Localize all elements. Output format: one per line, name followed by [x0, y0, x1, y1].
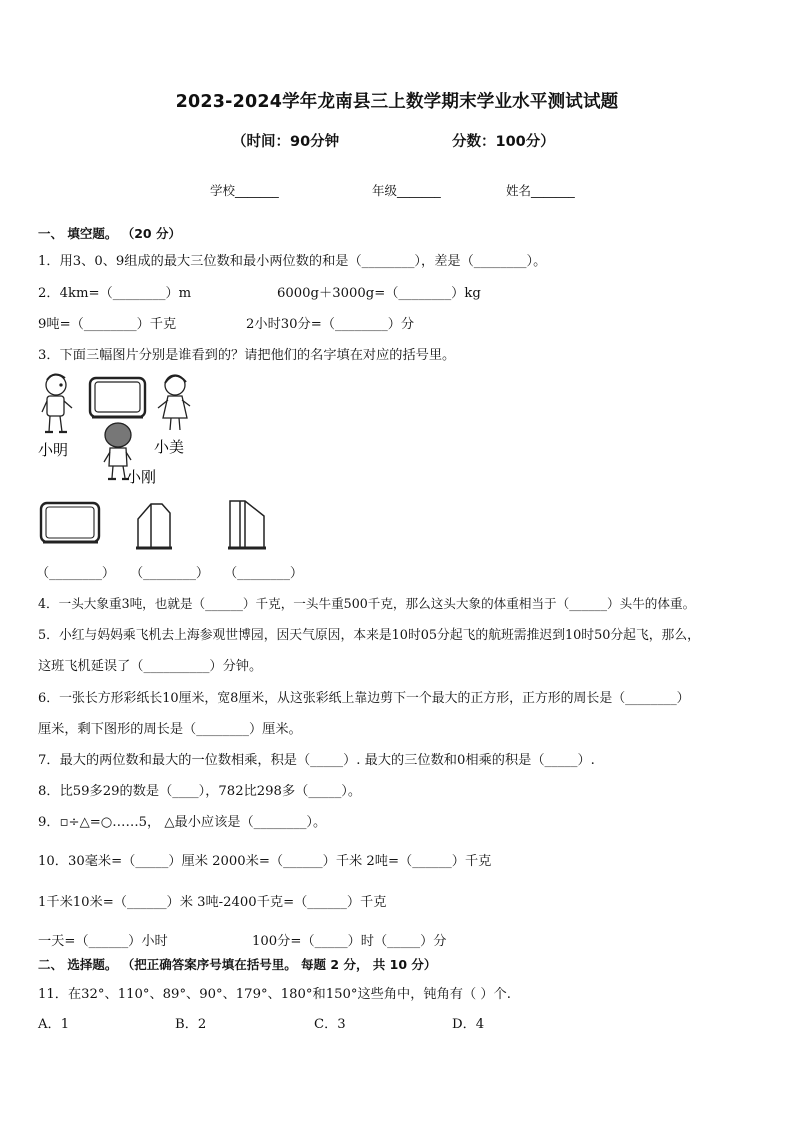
figure-answer-1[interactable]: （________）	[36, 566, 116, 581]
question-2b: 6000g＋3000g=（________）kg	[277, 286, 481, 301]
xiaoming-label: 小明	[38, 441, 69, 459]
xiaogang-label: 小刚	[126, 468, 157, 486]
question-5b: 这班飞机延误了（__________）分钟。	[38, 659, 263, 674]
exam-score: 分数：100分）	[452, 134, 555, 150]
xiaomei-label: 小美	[154, 438, 185, 456]
section1-heading: 一、 填空题。 （20 分）	[38, 226, 181, 241]
tv-side-view-right-icon	[228, 501, 266, 548]
question-3-figure	[30, 368, 310, 578]
question-9: 9．▫÷△=○……5， △最小应该是（________）。	[38, 815, 327, 830]
question-4: 4．一头大象重3吨，也就是（______）千克，一头牛重500千克，那么这头大象的体重相当于（______）头牛的体重。	[38, 596, 696, 611]
tv-front-view-icon	[41, 503, 99, 542]
question-11: 11．在32°、110°、89°、90°、179°、180°和150°这些角中，钝角有（ ）个.	[38, 987, 511, 1002]
question-8: 8．比59多29的数是（____），782比298多（_____）。	[38, 784, 362, 799]
option-c[interactable]: C．3	[314, 1017, 346, 1032]
xiaomei-girl-icon	[158, 375, 190, 430]
question-7: 7．最大的两位数和最大的一位数相乘，积是（_____）. 最大的三位数和0相乘的积是（_____）.	[38, 753, 595, 768]
television-icon	[90, 378, 145, 417]
name-field: 姓名_______	[506, 183, 575, 198]
question-6a: 6．一张长方形彩纸长10厘米，宽8厘米，从这张彩纸上靠边剪下一个最大的正方形，正方形的周长是（________）	[38, 691, 690, 706]
question-3: 3．下面三幅图片分别是谁看到的？请把他们的名字填在对应的括号里。	[38, 348, 456, 363]
school-field: 学校_______	[210, 183, 279, 198]
question-10a: 10．30毫米=（_____）厘米 2000米=（______）千米 2吨=（______）千克	[38, 854, 492, 869]
question-10d: 100分=（_____）时（_____）分	[252, 934, 447, 949]
exam-title: 2023-2024学年龙南县三上数学期末学业水平测试试题	[175, 92, 619, 112]
question-2a: 2．4km=（________）m	[38, 286, 192, 301]
exam-time: （时间：90分钟	[232, 134, 340, 150]
xiaoming-boy-icon	[42, 374, 72, 432]
figure-answer-2[interactable]: （________）	[130, 566, 210, 581]
option-b[interactable]: B．2	[175, 1017, 207, 1032]
section2-heading: 二、 选择题。 （把正确答案序号填在括号里。 每题 2 分， 共 10 分）	[38, 957, 437, 972]
figure-answer-3[interactable]: （________）	[224, 566, 304, 581]
question-2c: 9吨=（________）千克	[38, 317, 177, 332]
question-10c: 一天=（______）小时	[38, 934, 168, 949]
question-1: 1．用3、0、9组成的最大三位数和最小两位数的和是（________），差是（________）。	[38, 254, 547, 269]
question-2d: 2小时30分=（________）分	[246, 317, 415, 332]
option-d[interactable]: D．4	[452, 1017, 485, 1032]
question-10b: 1千米10米=（______）米 3吨-2400千克=（______）千克	[38, 895, 387, 910]
option-a[interactable]: A．1	[38, 1017, 70, 1032]
question-6b: 厘米，剩下图形的周长是（________）厘米。	[38, 722, 302, 737]
tv-side-view-left-icon	[136, 504, 172, 548]
grade-field: 年级_______	[372, 183, 441, 198]
question-5a: 5．小红与妈妈乘飞机去上海参观世博园，因天气原因，本来是10时05分起飞的航班需推迟到10时50分起飞，那么，	[38, 628, 700, 643]
